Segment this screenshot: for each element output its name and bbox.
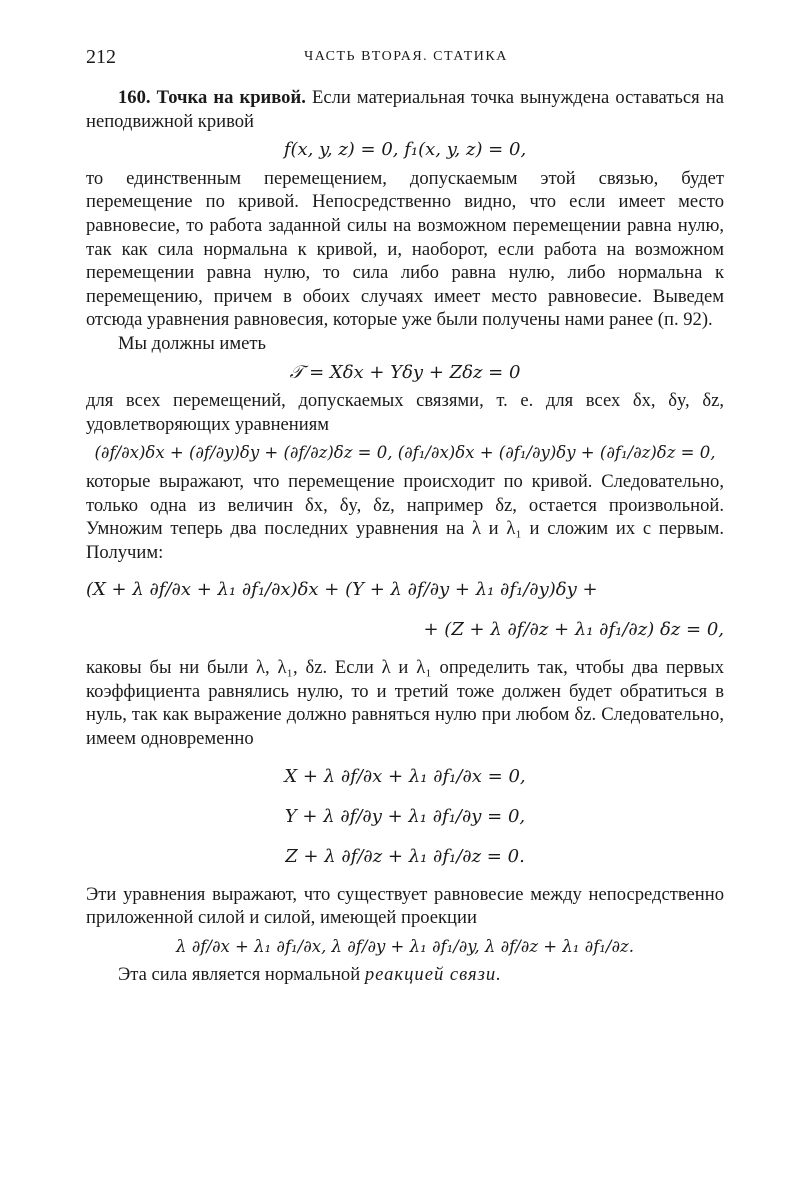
reaction-term: реакцией связи. xyxy=(364,964,502,986)
section-title: 160. Точка на кривой. xyxy=(118,87,306,108)
equation-virtual-work: 𝒯 = Xδx + Yδy + Zδz = 0 xyxy=(289,361,521,383)
paragraph-2: Мы должны иметь xyxy=(118,332,266,354)
paragraph-4: которые выражают, что перемещение происходит по кривой. Следовательно, только одна из величин δx, δy, δz, например δz, остается произвольной. Умножим теперь два последних уравнения на λ и λ₁ и сложим их с первым. Получим: xyxy=(86,470,724,563)
equation-combined xyxy=(86,570,724,650)
equation-system-y: Y + λ ∂f/∂y + λ₁ ∂f₁/∂y = 0, xyxy=(284,805,526,827)
page-header xyxy=(86,46,726,72)
equation-combined-line-1: (X + λ ∂f/∂x + λ₁ ∂f₁/∂x)δx + (Y + λ ∂f/∂y + λ₁ ∂f₁/∂y)δy + xyxy=(86,579,598,601)
equation-differentials: (∂f/∂x)δx + (∂f/∂y)δy + (∂f/∂z)δz = 0, (∂f₁/∂x)δx + (∂f₁/∂y)δy + (∂f₁/∂z)δz = 0, xyxy=(94,443,716,463)
paragraph-1: то единственным перемещением, допускаемым этой связью, будет перемещение по кривой. Непосредственно видно, что если имеет место равновесие, то работа заданной силы на возможном перемещении равна нулю, так как сила нормальна к кривой, и, наоборот, если работа на возможном перемещении равна нулю, то сила либо равна нулю, либо нормальна к перемещению, причем в обоих случаях имеет место равновесие. Выведем отсюда уравнения равновесия, которые уже были получены нами ранее (п. 92). xyxy=(86,167,724,331)
equation-projections: λ ∂f/∂x + λ₁ ∂f₁/∂x, λ ∂f/∂y + λ₁ ∂f₁/∂y, λ ∂f/∂z + λ₁ ∂f₁/∂z. xyxy=(176,936,634,956)
section-intro-text: Если материальная точка вынуждена оставаться на неподвижной кривой xyxy=(86,87,724,132)
running-head: ЧАСТЬ ВТОРАЯ. СТАТИКА xyxy=(304,49,508,64)
paragraph-7 xyxy=(86,963,724,987)
page-number: 212 xyxy=(86,46,116,68)
page-body xyxy=(86,86,724,987)
equation-system xyxy=(86,757,724,877)
equation-constraint: f(x, y, z) = 0, f₁(x, y, z) = 0, xyxy=(283,139,527,161)
paragraph-5: каковы бы ни были λ, λ₁, δz. Если λ и λ₁ определить так, чтобы два первых коэффициента равнялись нулю, то и третий тоже должен будет обратиться в нуль, так как выражение должно равняться нулю при любом δz. Следовательно, имеем одновременно xyxy=(86,657,724,750)
paragraph-7-text: Эта сила является нормальной xyxy=(118,964,365,986)
paragraph-6: Эти уравнения выражают, что существует равновесие между непосредственно приложенной силой и силой, имеющей проекции xyxy=(86,883,724,929)
equation-system-x: X + λ ∂f/∂x + λ₁ ∂f₁/∂x = 0, xyxy=(284,765,526,787)
equation-combined-line-2: + (Z + λ ∂f/∂z + λ₁ ∂f₁/∂z) δz = 0, xyxy=(423,619,724,641)
paragraph-3: для всех перемещений, допускаемых связями, т. е. для всех δx, δy, δz, удовлетворяющих уравнениям xyxy=(86,390,724,435)
equation-system-z: Z + λ ∂f/∂z + λ₁ ∂f₁/∂z = 0. xyxy=(285,845,525,867)
section-intro-paragraph xyxy=(86,86,724,133)
